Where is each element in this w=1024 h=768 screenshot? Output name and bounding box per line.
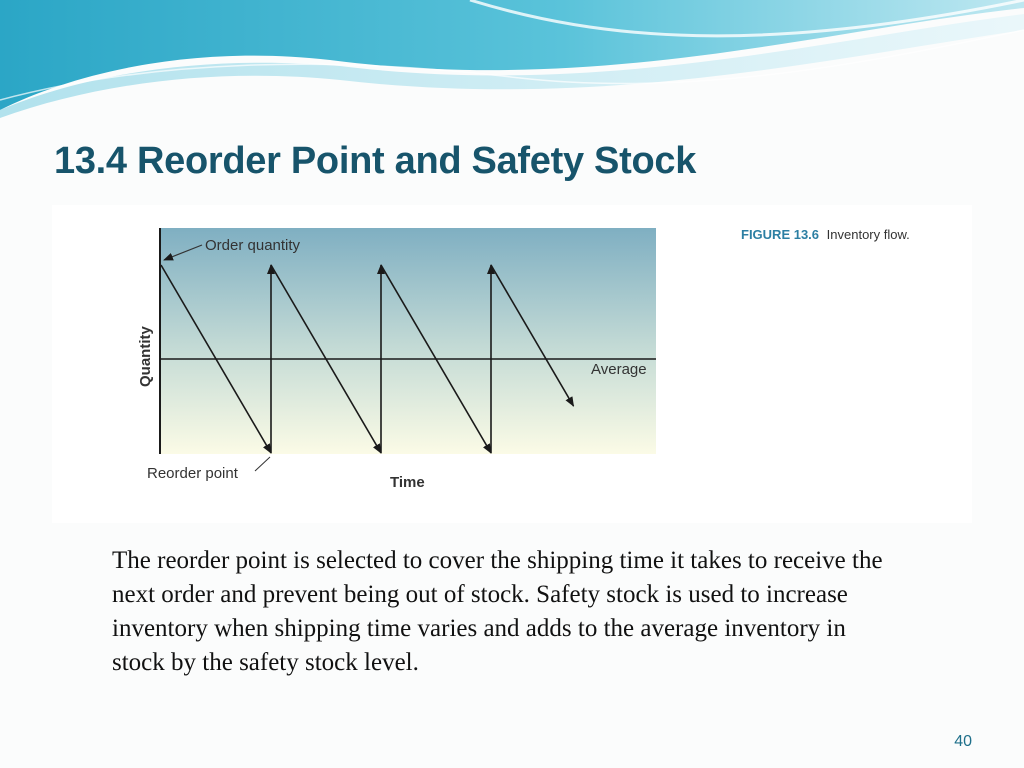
figure-caption-text: Inventory flow. (826, 227, 910, 242)
slide-title: 13.4 Reorder Point and Safety Stock (54, 140, 697, 182)
y-axis-label: Quantity (137, 326, 154, 387)
order-quantity-label: Order quantity (205, 237, 301, 254)
figure-panel (52, 205, 972, 523)
reorder-point-leader (255, 457, 270, 471)
figure-number: FIGURE 13.6 (741, 227, 820, 242)
reorder-point-label: Reorder point (147, 465, 238, 482)
page-number: 40 (954, 733, 972, 750)
figure-caption (741, 227, 910, 242)
plot-background (160, 228, 656, 454)
header-wave-decoration (0, 0, 1024, 125)
body-paragraph: The reorder point is selected to cover the shipping time it takes to receive the next order and prevent being out of stock. Safety stock is used to increase inventory when shipping time varies and adds to the average inventory in stock by the safety stock level. (112, 547, 883, 676)
average-label: Average (591, 361, 647, 378)
inventory-flow-chart (52, 205, 972, 523)
x-axis-label: Time (390, 474, 425, 491)
